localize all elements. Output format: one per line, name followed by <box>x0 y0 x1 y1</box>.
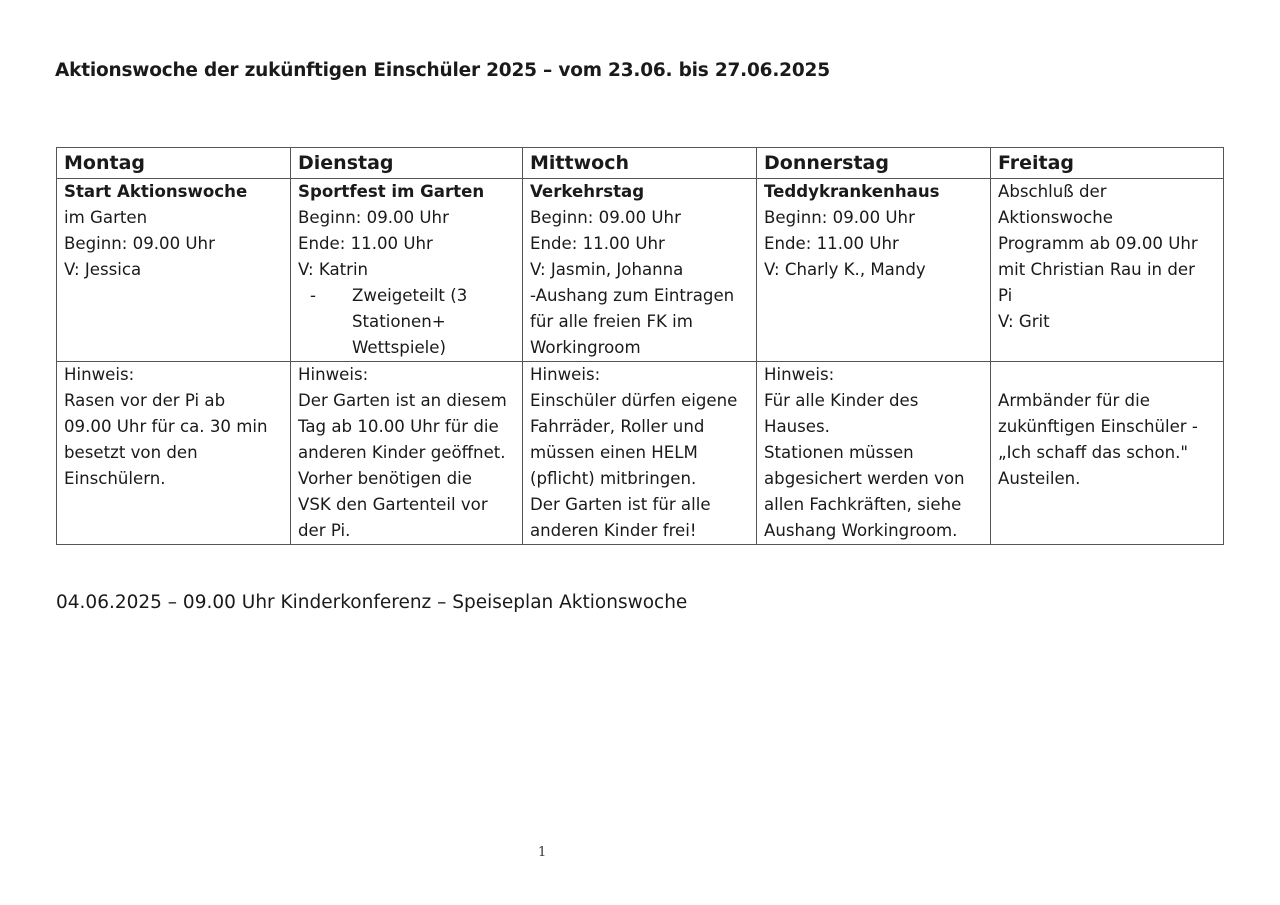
program-line: Beginn: 09.00 Uhr <box>530 208 681 227</box>
hint-line: Hinweis: <box>64 365 135 384</box>
program-line: V: Charly K., Mandy <box>764 260 926 279</box>
hint-line: besetzt von den <box>64 443 198 462</box>
hint-line: „Ich schaff das schon." <box>998 443 1189 462</box>
program-line: Programm ab 09.00 Uhr <box>998 234 1198 253</box>
program-line: Ende: 11.00 Uhr <box>764 234 899 253</box>
program-heading: Verkehrstag <box>530 182 645 201</box>
hint-line: zukünftigen Einschüler - <box>998 417 1198 436</box>
hint-line: Hinweis: <box>530 365 601 384</box>
program-line: im Garten <box>64 208 148 227</box>
program-heading: Sportfest im Garten <box>298 182 485 201</box>
hint-line: der Pi. <box>298 521 351 540</box>
hint-line: Aushang Workingroom. <box>764 521 958 540</box>
program-line: V: Jessica <box>64 260 142 279</box>
header-montag: Montag <box>57 148 291 179</box>
header-row <box>57 148 1224 179</box>
hint-line: müssen einen HELM <box>530 443 698 462</box>
document-title: Aktionswoche der zukünftigen Einschüler 2025 – vom 23.06. bis 27.06.2025 <box>55 60 830 81</box>
program-line: V: Katrin <box>298 260 369 279</box>
program-cell-dienstag <box>291 179 523 362</box>
hint-cell-donnerstag <box>757 362 991 545</box>
program-line: V: Grit <box>998 312 1050 331</box>
hint-line: Fahrräder, Roller und <box>530 417 705 436</box>
hint-line: Tag ab 10.00 Uhr für die <box>298 417 499 436</box>
program-heading: Start Aktionswoche <box>64 182 248 201</box>
hint-line: 09.00 Uhr für ca. 30 min <box>64 417 268 436</box>
program-cell-donnerstag <box>757 179 991 362</box>
program-row <box>57 179 1224 362</box>
hint-line: anderen Kinder frei! <box>530 521 697 540</box>
hint-line: Hauses. <box>764 417 830 436</box>
header-freitag: Freitag <box>991 148 1224 179</box>
program-line: Ende: 11.00 Uhr <box>530 234 665 253</box>
hint-line: Rasen vor der Pi ab <box>64 391 226 410</box>
program-line: für alle freien FK im <box>530 312 693 331</box>
hint-line: Für alle Kinder des <box>764 391 919 410</box>
program-line: Abschluß der <box>998 182 1107 201</box>
program-line: Aktionswoche <box>998 208 1113 227</box>
hint-line: (pflicht) mitbringen. <box>530 469 697 488</box>
header-mittwoch: Mittwoch <box>523 148 757 179</box>
hint-line: anderen Kinder geöffnet. <box>298 443 506 462</box>
hint-line: Armbänder für die <box>998 391 1150 410</box>
hint-line: Stationen müssen <box>764 443 914 462</box>
hint-cell-montag <box>57 362 291 545</box>
program-line: Beginn: 09.00 Uhr <box>64 234 215 253</box>
hint-line: abgesichert werden von <box>764 469 965 488</box>
program-line: Workingroom <box>530 338 641 357</box>
hint-cell-freitag <box>991 362 1224 545</box>
header-donnerstag: Donnerstag <box>757 148 991 179</box>
bullet-text: Zweigeteilt (3 Stationen+ Wettspiele) <box>352 286 468 357</box>
program-cell-freitag <box>991 179 1224 362</box>
program-cell-mittwoch <box>523 179 757 362</box>
header-dienstag: Dienstag <box>291 148 523 179</box>
hint-line: Hinweis: <box>764 365 835 384</box>
dash-bullet: - <box>310 286 316 305</box>
page-number: 1 <box>538 845 547 860</box>
hint-line: allen Fachkräften, siehe <box>764 495 962 514</box>
hint-line: Einschülern. <box>64 469 166 488</box>
hint-line: Einschüler dürfen eigene <box>530 391 738 410</box>
program-line: Pi <box>998 286 1013 305</box>
hint-cell-mittwoch <box>523 362 757 545</box>
bullet-list <box>298 283 516 361</box>
schedule-table <box>56 147 1224 545</box>
footer-note: 04.06.2025 – 09.00 Uhr Kinderkonferenz – Speiseplan Aktionswoche <box>56 592 688 613</box>
hint-line: Vorher benötigen die <box>298 469 472 488</box>
program-cell-montag <box>57 179 291 362</box>
program-line: -Aushang zum Eintragen <box>530 286 735 305</box>
program-line: V: Jasmin, Johanna <box>530 260 684 279</box>
program-heading: Teddykrankenhaus <box>764 182 940 201</box>
hint-cell-dienstag <box>291 362 523 545</box>
bullet-item <box>310 283 516 361</box>
program-line: Ende: 11.00 Uhr <box>298 234 433 253</box>
hint-line: Hinweis: <box>298 365 369 384</box>
program-line: mit Christian Rau in der <box>998 260 1195 279</box>
hint-row <box>57 362 1224 545</box>
hint-line: VSK den Gartenteil vor <box>298 495 488 514</box>
program-line: Beginn: 09.00 Uhr <box>298 208 449 227</box>
program-line: Beginn: 09.00 Uhr <box>764 208 915 227</box>
hint-line: Der Garten ist an diesem <box>298 391 507 410</box>
hint-line: Der Garten ist für alle <box>530 495 711 514</box>
blank-line <box>998 362 1217 388</box>
hint-line: Austeilen. <box>998 469 1081 488</box>
